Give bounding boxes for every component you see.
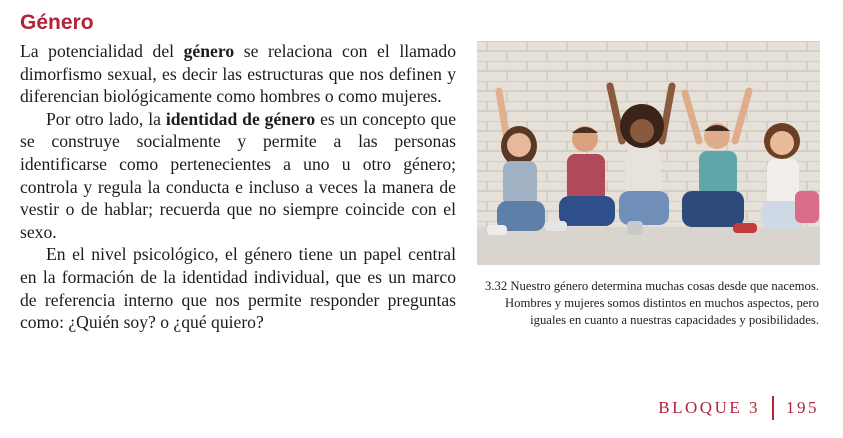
teens-photo-illustration xyxy=(477,41,820,265)
p2-before: Por otro lado, la xyxy=(46,108,166,129)
term-identidad-de-genero: identidad de género xyxy=(165,108,316,129)
page-number: 195 xyxy=(786,398,819,417)
figure-caption: 3.32 Nuestro género determina muchas cosas desde que nacemos. Hombres y mujeres somos distintos en muchos aspectos, pero iguales en cuanto a nuestras capacidades y posibilidades. xyxy=(485,279,819,328)
p1-before: La potencialidad del xyxy=(20,41,184,61)
paragraph-1 xyxy=(20,40,456,108)
section-heading: Género xyxy=(20,11,94,34)
page-footer xyxy=(658,396,819,420)
footer-divider xyxy=(772,396,774,420)
p1-after: se relaciona con el llamado dimorfismo sexual, es decir las estructuras que nos definen y diferencian biológicamente como hombres o como mujeres. xyxy=(20,41,456,107)
term-genero: género xyxy=(183,41,235,61)
p2-after: es un concepto que se construye socialmente y permite a las personas identificarse como pertenecientes a uno u otro género; controla y regula la conducta e incluso a veces la manera de vestir o de hablar; recuerda que no siempre coincide con el sexo. xyxy=(20,108,457,242)
body-text xyxy=(20,40,456,334)
section-label: BLOQUE 3 xyxy=(658,398,760,417)
figure-photo xyxy=(477,41,820,265)
paragraph-3: En el nivel psicológico, el género tiene un papel central en la formación de la identidad individual, que es un marco de referencia interno que nos permite responder preguntas como: ¿Quién soy? o ¿qué quiero? xyxy=(20,244,456,333)
paragraph-2 xyxy=(20,108,456,244)
